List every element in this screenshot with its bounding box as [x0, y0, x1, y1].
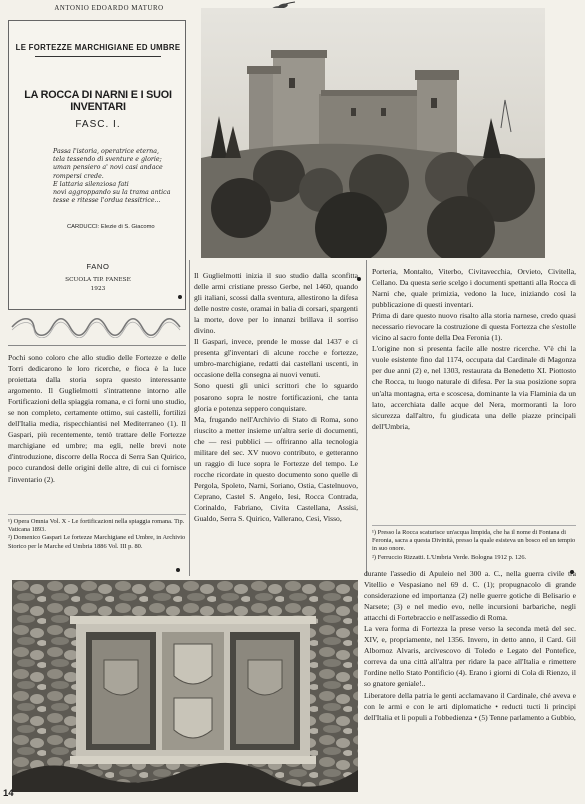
page-number: 14 — [3, 788, 14, 799]
ornament-icon — [8, 316, 184, 338]
publisher-imprint: SCUOLA TIP. FANESE 1923 — [65, 277, 131, 292]
column-1-text: Pochi sono coloro che allo studio delle Fortezze e delle Torri dedicarono le loro ricerche, e fioca è la luce proiettata dalla storia sopra questo interessante argomento. Il Guglielmotti s'intrattenne intorno alle Fortificazioni della spiaggia romana, e ci forni uno studio, se non completo, certamente ottimo, sui castelli, fortilizi dell'Italia media, rispecchiantisi nel Mediterraneo (1). Il Gaspari, più recentemente, tentò trattare delle Fortezze marchigiane ed umbre; ma egli, nelle brevi note d'introduzione, discorre della Rocca di Serra San Quirico, poco curandosi delle origini delle altre, di cui ci fornisce l'inventario (2). — [8, 353, 186, 484]
column-4-text: durante l'assedio di Apuleio nel 300 a. C., nella guerra civile tra Vitellio e Vespasiano nel 69 d. C. (1); propugnacolo di grande considerazione ed importanza (2) nelle guerre gotiche di Belisario e Narsete; (3) e nel medio evo, nelle incursioni barbariche, negli attacchi di Fortebraccio e nell'assedio di Roma. La vera forma di Fortezza la prese verso la seconda metà del sec. XIV, e, propriamente, nel 1356. Invero, in detto anno, il Card. Gil Albornoz Alvaris, arcivescovo di Toledo e Legato del Pontefice, correva da una città all'altra per ridare la pace all'Italia e rimettere l'ordine nello Stato Pontificio (4). Erano i giorni di Cola di Rienzo, il so gnatore geniale!.. Liberatore della patria le genti acclamavano il Cardinale, ché aveva e con le armi e con le arti diplomatiche • reducti tucti li principi dell'Italia et li populi a l'obbedienza • (5) Tenne parlamento a Gubbio, — [364, 569, 576, 722]
footnote-rule — [372, 525, 576, 526]
main-title: LA ROCCA DI NARNI E I SUOI INVENTARI — [24, 89, 172, 113]
epigraph: Passa l'istoria, operatrice eterna, tela tessendo di sventure e glorie; uman pensiero a' novi casi andace rompersi crede. E lattaria silenziosa fati novi aggroppando su la trama antica tesse e ritesse l'ordua tessitrice... — [53, 148, 171, 205]
column-3-footnotes: ¹) Presso la Rocca scaturisce un'acqua limpida, che ha il nome di Fontana di Feronia, sacra a questa Divinità, presso la quale esisteva un bosco ed un tempio in suo onore. ²) Ferruccio Rizzatti. L'Umbria Verde. Bologna 1912 p. 126. — [372, 529, 576, 561]
column-divider-2 — [366, 260, 367, 576]
column-1-footnotes: ¹) Opera Omnia Vol. X - Le fortificazioni nella spiaggia romana. Tip. Vaticana 1893. ²) Domenico Gaspari Le fortezze Marchigiane ed Umbre, in Archivio Storico per le Marche ed Umbria 1886 Vol. III p. 80. — [8, 518, 186, 550]
mullioned-window-photo — [12, 580, 358, 792]
series-rule — [35, 56, 161, 57]
column-bullet — [176, 568, 180, 572]
castle-photo — [201, 8, 545, 258]
footnote-rule — [8, 514, 186, 515]
publisher-place: FANO — [86, 262, 110, 271]
section-rule — [8, 345, 186, 346]
fascicle-label: FASC. I. — [75, 119, 121, 130]
column-bullet — [178, 295, 182, 299]
scroll-ornament — [8, 316, 184, 338]
column-3-text: Porteria, Montalto, Viterbo, Civitavecchia, Orvieto, Civitella, Cellano. Da questa serie scelgo i documenti spettanti alla Rocca di Narni che, quale primizia, vedono la luce, iniziando così la pubblicazione di questi inventari. Prima di dare questo nuovo risalto alla storia narnese, credo quasi necessario rievocare la costruzione di questa Fortezza che s'estolle vicino al sacro fonte della Dea Feronia (1). L'origine non si presenta facile alle nostre ricerche. V'è chi la vuole esistente fino dal 1174, occupata dal Cardinale di Magonza per due anni (2) e, nel 1303, restaurata da Benedetto XI. Piottosto che Rocca, tu luogo naturale di difesa. Per la sua posizione sopra un'alta montagna, erta e scoscesa, dominante la via Flaminia da un lato, accerchiata dalle acque del Nera, mormoranti la loro sicurezza dall'altro, fu giudicata una delle piazze principali dell'Umbria, — [372, 267, 576, 431]
column-2-text: Il Guglielmotti inizia il suo studio dalla sconfitta delle armi cristiane presso Gerbe, nel 1460, quando gli italiani, scossi dalla sventura, allestirono la difesa delle nostre coste, oramai in balia di corsari, spargenti la morte, dove per lo innanzi brillava il sorriso divino. Il Gaspari, invece, prende le mosse dal 1437 e ci presenta gl'inventari di alcune rocche e fortezze, umbro-marchigiane, redatti dai castellani uscenti, in occasione della consegna ai nuovi venuti. Sono questi gli unici scrittori che lo sguardo posarono sopra le nostre fortificazioni, che tanta gloria e potenza seppero conquistare. Ma, frugando nell'Archivio di Stato di Roma, sono riuscito a metter insieme un'altra serie di documenti, che — resi pubblici — offriranno alla tecnologia militare del sec. XV nuovo contributo, e getteranno un raggio di luce sopra le Fortezze del tempo. Le rocche ricordate in questo documento sono quelle di Pergola, Spoleto, Narni, Soriano, Ostia, Castelnuovo, Ceprano, Castel S. Angelo, Iesi, Rocca Contrada, Corinaldo, Fabriano, Civita Castellana, Assisi, Gualdo, Serra S. Quirico, Vallerano, Cesi, Visso, — [194, 271, 358, 524]
column-divider-1 — [189, 260, 190, 576]
title-block — [8, 20, 186, 310]
series-title: LE FORTEZZE MARCHIGIANE ED UMBRE — [15, 43, 181, 52]
epigraph-source: CARDUCCI: Elezie di S. Giacomo — [67, 224, 155, 230]
author-name: ANTONIO EDOARDO MATURO — [54, 5, 164, 12]
